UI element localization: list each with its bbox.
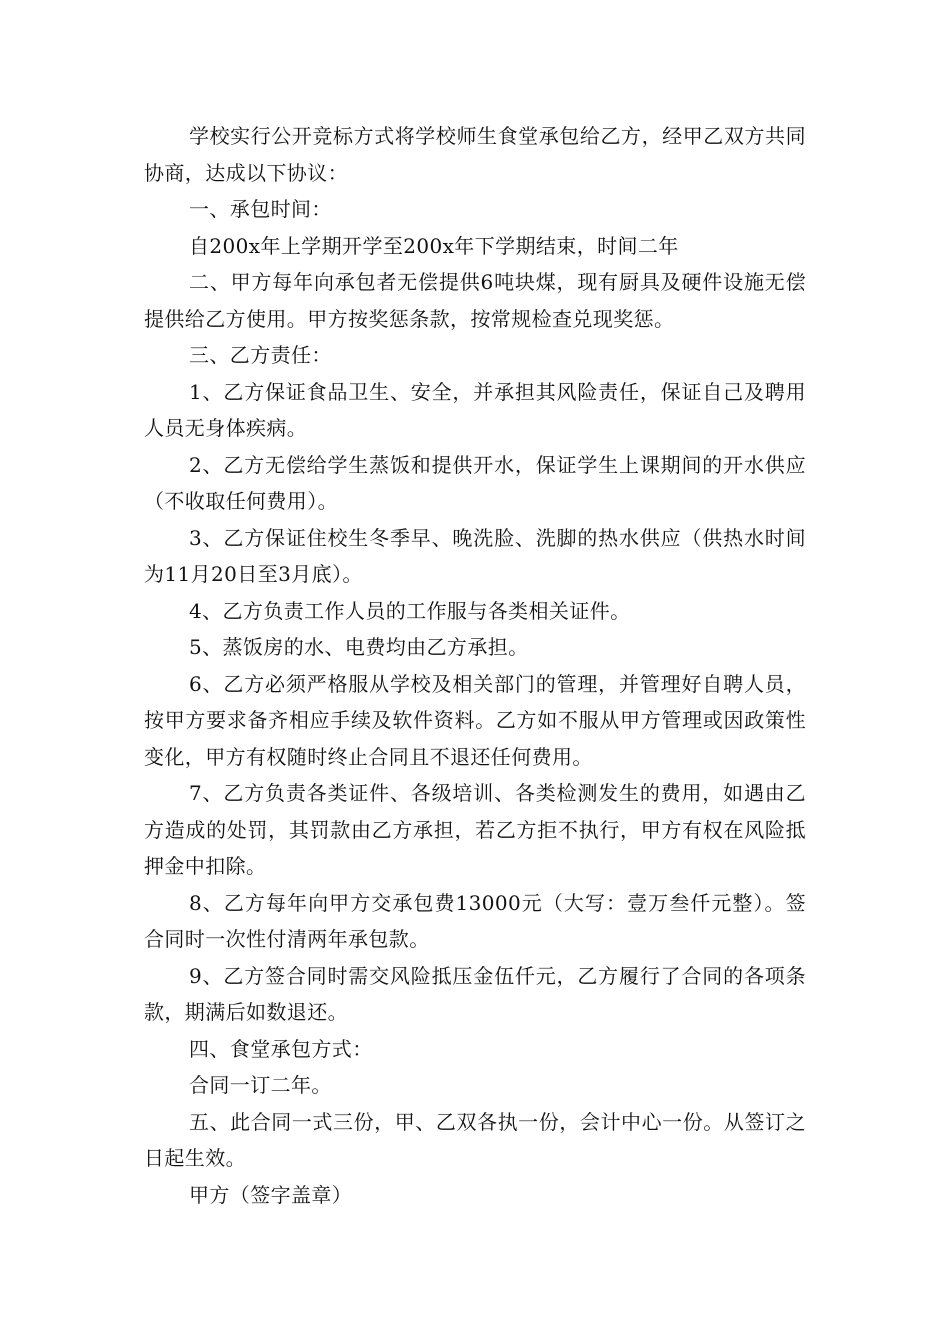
duty-item-4: 4、乙方负责工作人员的工作服与各类相关证件。 [189, 598, 631, 623]
term-paragraph: 自200x年上学期开学至200x年下学期结束，时间二年 [189, 233, 679, 258]
duty-item-3: 3、乙方保证住校生冬季早、晚洗脸、洗脚的热水供应（供热水时间为11月20日至3月底）。 [144, 525, 806, 586]
duty-item-7: 7、乙方负责各类证件、各级培训、各类检测发生的费用，如遇由乙方造成的处罚，其罚款由乙方承担，若乙方拒不执行，甲方有权在风险抵押金中扣除。 [144, 781, 806, 878]
party-a-provision-paragraph: 二、甲方每年向承包者无偿提供6吨块煤，现有厨具及硬件设施无偿提供给乙方使用。甲方按奖惩条款，按常规检查兑现奖惩。 [144, 270, 806, 331]
duty-item-2: 2、乙方无偿给学生蒸饭和提供开水，保证学生上课期间的开水供应（不收取任何费用）。 [144, 452, 806, 513]
contract-body [144, 118, 806, 1213]
section-heading-term: 一、承包时间： [189, 197, 332, 221]
copies-paragraph: 五、此合同一式三份，甲、乙双各执一份，会计中心一份。从签订之日起生效。 [144, 1109, 806, 1170]
duty-item-9: 9、乙方签合同时需交风险抵压金伍仟元，乙方履行了合同的各项条款，期满后如数退还。 [144, 963, 806, 1024]
intro-paragraph: 学校实行公开竞标方式将学校师生食堂承包给乙方，经甲乙双方共同协商，达成以下协议： [144, 124, 806, 185]
duty-item-1: 1、乙方保证食品卫生、安全，并承担其风险责任，保证自己及聘用人员无身体疾病。 [144, 379, 806, 440]
party-a-signature-line: 甲方（签字盖章） [189, 1182, 353, 1207]
duty-item-6: 6、乙方必须严格服从学校及相关部门的管理，并管理好自聘人员，按甲方要求备齐相应手续及软件资料。乙方如不服从甲方管理或因政策性变化，甲方有权随时终止合同且不退还任何费用。 [144, 671, 806, 769]
duty-item-5: 5、蒸饭房的水、电费均由乙方承担。 [189, 635, 529, 659]
contract-duration-paragraph: 合同一订二年。 [189, 1073, 332, 1097]
duty-item-8: 8、乙方每年向甲方交承包费13000元（大写：壹万叁仟元整）。签合同时一次性付清两年承包款。 [144, 890, 806, 951]
section-heading-party-b-duties: 三、乙方责任： [189, 343, 332, 367]
section-heading-contract-method: 四、食堂承包方式： [189, 1036, 373, 1061]
